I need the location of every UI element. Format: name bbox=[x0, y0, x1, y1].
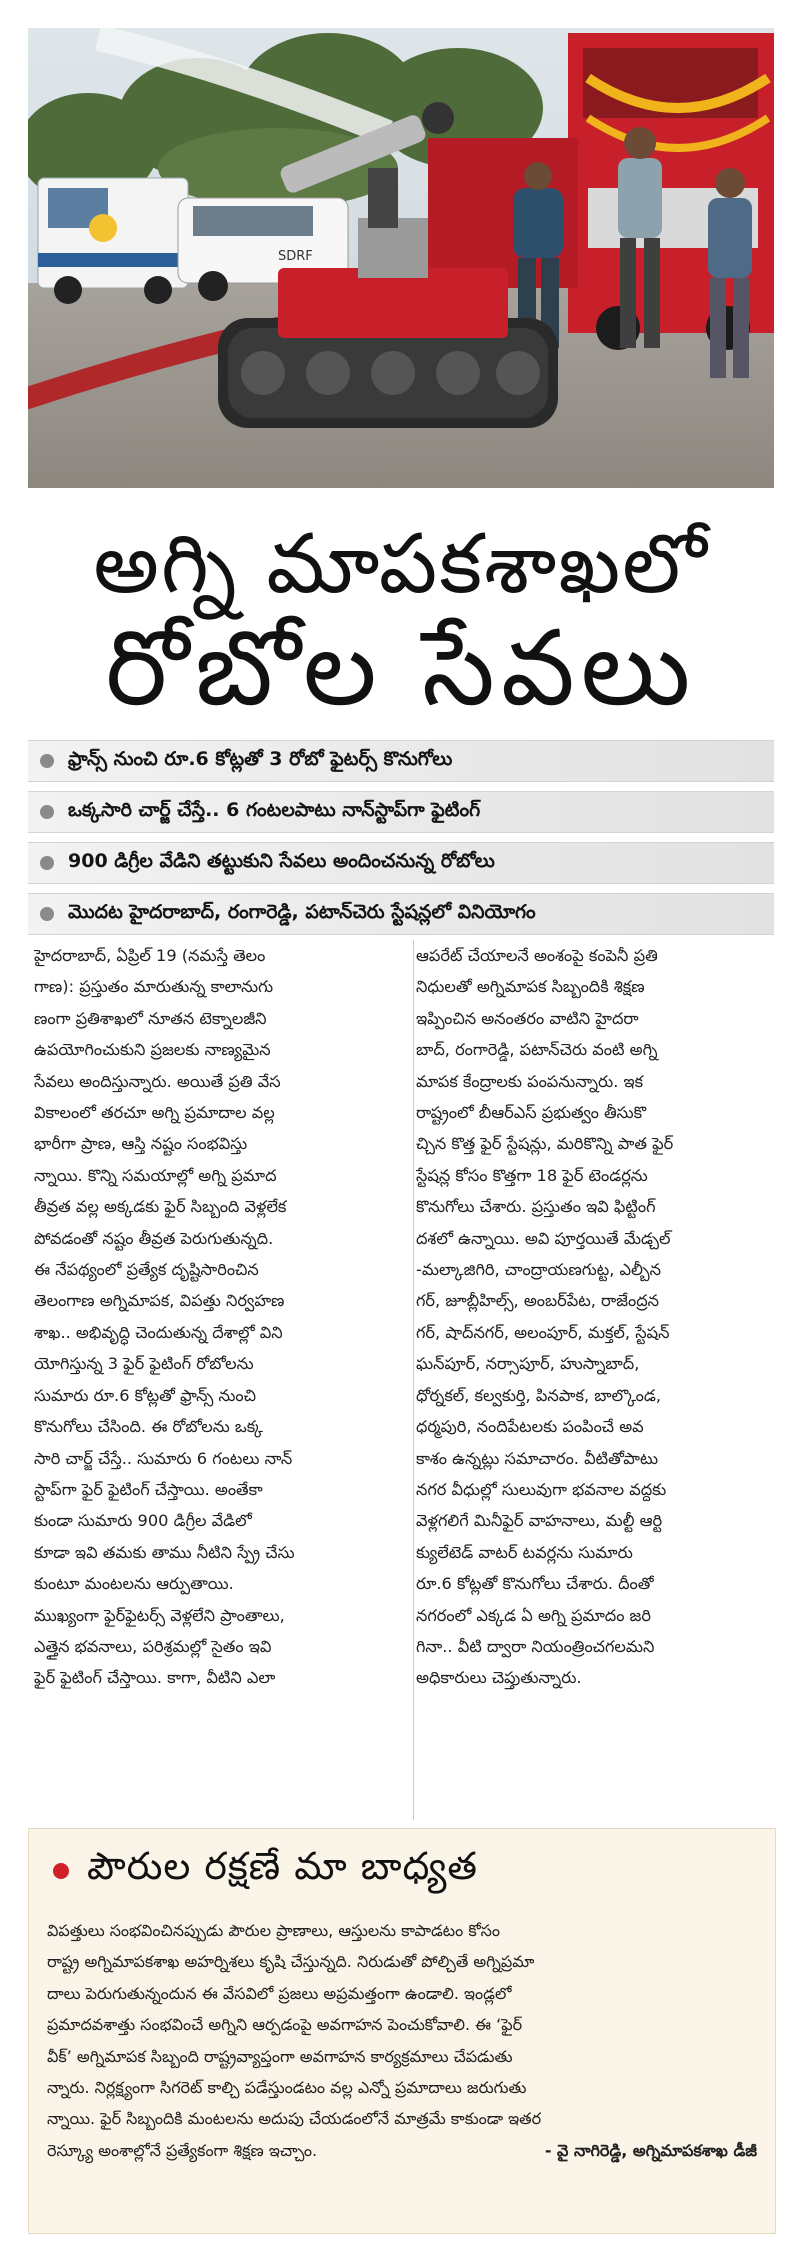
article-line: కుంటూ మంటలను ఆర్పుతాయి. bbox=[34, 1574, 234, 1594]
article-line: ణంగా ప్రతిశాఖలో నూతన టెక్నాలజీని bbox=[34, 1008, 267, 1028]
article-line: అధికారులు చెప్తుతున్నారు. bbox=[416, 1668, 582, 1688]
article-column-right bbox=[416, 940, 768, 1820]
dg-quote-box bbox=[28, 1828, 776, 2234]
box-line: న్నాయి. ఫైర్ సిబ్బందికి మంటలను అదుపు చేయడంలోనే మాత్రమే కాకుండా ఇతర bbox=[47, 2109, 542, 2129]
article-line: భారీగా ప్రాణ, ఆస్తి నష్టం సంభవిస్తు bbox=[34, 1134, 248, 1154]
bullet-text: మొదట హైదరాబాద్, రంగారెడ్డి, పటాన్‌చెరు స్టేషన్లలో వినియోగం bbox=[68, 900, 536, 923]
suv-badge: SDRF bbox=[278, 249, 313, 264]
bullet-dot-icon bbox=[40, 805, 54, 819]
article-line: సేవలు అందిస్తున్నారు. అయితే ప్రతి వేస bbox=[34, 1071, 281, 1091]
article-line: రూ.6 కోట్లతో కొనుగోలు చేశారు. దీంతో bbox=[416, 1574, 654, 1594]
rescue-truck-left bbox=[38, 178, 188, 304]
article-line: రాష్ట్రంలో బీఆర్‌ఎస్ ప్రభుత్వం తీసుకొ bbox=[416, 1103, 647, 1123]
article-column-left bbox=[34, 940, 386, 1820]
box-line: రెస్క్యూ అంశాల్లోనే ప్రత్యేకంగా శిక్షణ ఇచ్చాం. bbox=[47, 2140, 318, 2160]
fire-robot-illustration bbox=[28, 28, 774, 488]
article-line: స్టేషన్ల కోసం కొత్తగా 18 ఫైర్ టెండర్లను bbox=[416, 1165, 648, 1185]
article-line: ఈ నేపథ్యంలో ప్రత్యేక దృష్టిసారించిన bbox=[34, 1260, 259, 1280]
article-line: యోగిస్తున్న 3 ఫైర్ ఫైటింగ్ రోబోలను bbox=[34, 1354, 254, 1374]
article-line: ముఖ్యంగా ఫైర్‌ఫైటర్స్ వెళ్లలేని ప్రాంతాలు, bbox=[34, 1605, 285, 1625]
box-line: ప్రమాదవశాత్తు సంభవించే అగ్నిని ఆర్పడంపై అవగాహన పెంచుకోవాలి. ఈ ‘ఫైర్ bbox=[47, 2015, 523, 2035]
bullet-item bbox=[28, 740, 774, 782]
article-line: వికాలంలో తరచూ అగ్ని ప్రమాదాల వల్ల bbox=[34, 1103, 275, 1123]
column-divider bbox=[413, 940, 414, 1820]
bullet-text: ఫ్రాన్స్ నుంచి రూ.6 కోట్లతో 3 రోబో ఫైటర్స్ కొనుగోలు bbox=[68, 747, 453, 770]
article-line: గినా.. వీటి ద్వారా నియంత్రించగలమని bbox=[416, 1636, 655, 1656]
bullet-item bbox=[28, 893, 774, 935]
article-line: హైదరాబాద్, ఏప్రిల్ 19 (నమస్తే తెలం bbox=[34, 946, 266, 965]
bullet-item bbox=[28, 842, 774, 884]
article-line: శాఖ.. అభివృద్ధి చెందుతున్న దేశాల్లో విని bbox=[34, 1322, 283, 1342]
article-line: కొనుగోలు చేసింది. ఈ రోబోలను ఒక్క bbox=[34, 1417, 263, 1437]
box-text bbox=[47, 1915, 757, 2166]
article-line: ధోర్నకల్, కల్వకుర్తి, పినపాక, బాల్కొండ, bbox=[416, 1385, 662, 1405]
article-line: నగరంలో ఎక్కడ ఏ అగ్ని ప్రమాదం జరి bbox=[416, 1605, 651, 1625]
box-line: వీక్’ అగ్నిమాపక సిబ్బంది రాష్ట్రవ్యాప్తంగా అవగాహన కార్యక్రమాలు చేపడుతు bbox=[47, 2046, 513, 2066]
article-line: ఉపయోగించుకుని ప్రజలకు నాణ్యమైన bbox=[34, 1040, 271, 1060]
fire-robot-photo bbox=[28, 28, 774, 488]
article-line: పోవడంతో నష్టం తీవ్రత పెరుగుతున్నది. bbox=[34, 1228, 274, 1248]
box-line: న్నారు. నిర్లక్ష్యంగా సిగరెట్ కాల్చి పడేస్తుండటం వల్ల ఎన్నో ప్రమాదాలు జరుగుతు bbox=[47, 2078, 527, 2098]
article-line: కూడా ఇవి తమకు తాము నీటిని స్ప్రే చేసు bbox=[34, 1542, 295, 1562]
article-line: సారి చార్జ్ చేస్తే.. సుమారు 6 గంటలు నాన్ bbox=[34, 1448, 293, 1468]
bullet-dot-icon bbox=[40, 754, 54, 768]
highlight-bullets bbox=[28, 740, 774, 944]
article-line: కుండా సుమారు 900 డిగ్రీల వేడిలో bbox=[34, 1511, 252, 1531]
box-line: రాష్ట్ర అగ్నిమాపకశాఖ అహర్నిశలు కృషి చేస్తున్నది. నిరుడుతో పోల్చితే అగ్నిప్రమా bbox=[47, 1952, 535, 1972]
article-line: చ్చిన కొత్త ఫైర్ స్టేషన్లు, మరికొన్ని పాత ఫైర్ bbox=[416, 1134, 674, 1154]
article-line: ధర్మపురి, నందిపేటలకు పంపించే అవ bbox=[416, 1417, 644, 1437]
article-line: గర్, జూబ్లీహిల్స్, అంబర్‌పేట, రాజేంద్రన bbox=[416, 1291, 660, 1311]
article-line: ఘన్‌పూర్, నర్సాపూర్, హుస్నాబాద్, bbox=[416, 1354, 640, 1374]
article-line: బాద్, రంగారెడ్డి, పటాన్‌చెరు వంటి అగ్ని bbox=[416, 1040, 658, 1060]
article-body bbox=[34, 940, 768, 1820]
bullet-dot-icon bbox=[40, 856, 54, 870]
article-line: కాశం ఉన్నట్లు సమాచారం. వీటితోపాటు bbox=[416, 1448, 659, 1468]
box-title: పౌరుల రక్షణే మా బాధ్యత bbox=[87, 1844, 478, 1888]
article-line: ఎత్తైన భవనాలు, పరిశ్రమల్లో సైతం ఇవి bbox=[34, 1636, 272, 1656]
article-line: ఫైర్ ఫైటింగ్ చేస్తాయి. కాగా, వీటిని ఎలా bbox=[34, 1668, 276, 1688]
article-line: ఇప్పించిన అనంతరం వాటిని హైదరా bbox=[416, 1008, 639, 1028]
article-line: కొనుగోలు చేశారు. ప్రస్తుతం ఇవి ఫిట్టింగ్ bbox=[416, 1197, 656, 1217]
article-line: దశలో ఉన్నాయి. అవి పూర్తయితే మేడ్చల్ bbox=[416, 1228, 671, 1248]
bullet-text: ఒక్కసారి చార్జ్ చేస్తే.. 6 గంటలపాటు నాన్‌స్టాప్‌గా ఫైటింగ్ bbox=[68, 798, 481, 821]
bullet-item bbox=[28, 791, 774, 833]
article-line: స్టాప్‌గా ఫైర్ ఫైటింగ్ చేస్తాయి. అంతేకా bbox=[34, 1479, 263, 1499]
article-line: క్యులేటెడ్ వాటర్ టవర్లను సుమారు bbox=[416, 1542, 633, 1562]
box-last-row bbox=[47, 2135, 757, 2166]
headline-line-1: అగ్ని మాపకశాఖలో bbox=[93, 517, 709, 612]
article-line: సుమారు రూ.6 కోట్లతో ఫ్రాన్స్ నుంచి bbox=[34, 1385, 257, 1405]
red-dot-icon bbox=[53, 1863, 69, 1879]
bullet-dot-icon bbox=[40, 907, 54, 921]
bullet-text: 900 డిగ్రీల వేడిని తట్టుకుని సేవలు అందించనున్న రోబోలు bbox=[68, 849, 495, 872]
box-line: దాలు పెరుగుతున్నందున ఈ వేసవిలో ప్రజలు అప్రమత్తంగా ఉండాలి. ఇండ్లలో bbox=[47, 1983, 512, 2003]
signature: - వై నాగిరెడ్డి, అగ్నిమాపకశాఖ డీజీ bbox=[544, 2140, 757, 2160]
article-line: తెలంగాణ అగ్నిమాపక, విపత్తు నిర్వహణ bbox=[34, 1291, 285, 1311]
article-line: నిధులతో అగ్నిమాపక సిబ్బందికి శిక్షణ bbox=[416, 977, 645, 997]
article-line: -మల్కాజిగిరి, చాంద్రాయణగుట్ట, ఎల్బీన bbox=[416, 1260, 661, 1280]
article-line: వెళ్లగలిగే మినీఫైర్ వాహనాలు, మల్టీ ఆర్టి bbox=[416, 1511, 663, 1531]
article-line: ఆపరేట్ చేయాలనే అంశంపై కంపెనీ ప్రతి bbox=[416, 946, 658, 965]
article-line: న్నాయి. కొన్ని సమయాల్లో అగ్ని ప్రమాద bbox=[34, 1165, 277, 1185]
article-line: తీవ్రత వల్ల అక్కడకు ఫైర్ సిబ్బంది వెళ్లలేక bbox=[34, 1197, 287, 1217]
article-line: గర్, షాద్‌నగర్, అలంపూర్, మక్తల్, స్టేషన్ bbox=[416, 1322, 670, 1342]
box-line: విపత్తులు సంభవించినప్పుడు పౌరుల ప్రాణాలు, ఆస్తులను కాపాడటం కోసం bbox=[47, 1921, 501, 1940]
article-line: గాణ): ప్రస్తుతం మారుతున్న కాలానుగు bbox=[34, 977, 274, 997]
box-header bbox=[29, 1839, 775, 1903]
article-line: మాపక కేంద్రాలకు పంపనున్నారు. ఇక bbox=[416, 1071, 644, 1091]
article-line: నగర వీధుల్లో సులువుగా భవనాల వద్దకు bbox=[416, 1479, 667, 1499]
headline-line-2: రోబోల సేవలు bbox=[105, 607, 697, 729]
